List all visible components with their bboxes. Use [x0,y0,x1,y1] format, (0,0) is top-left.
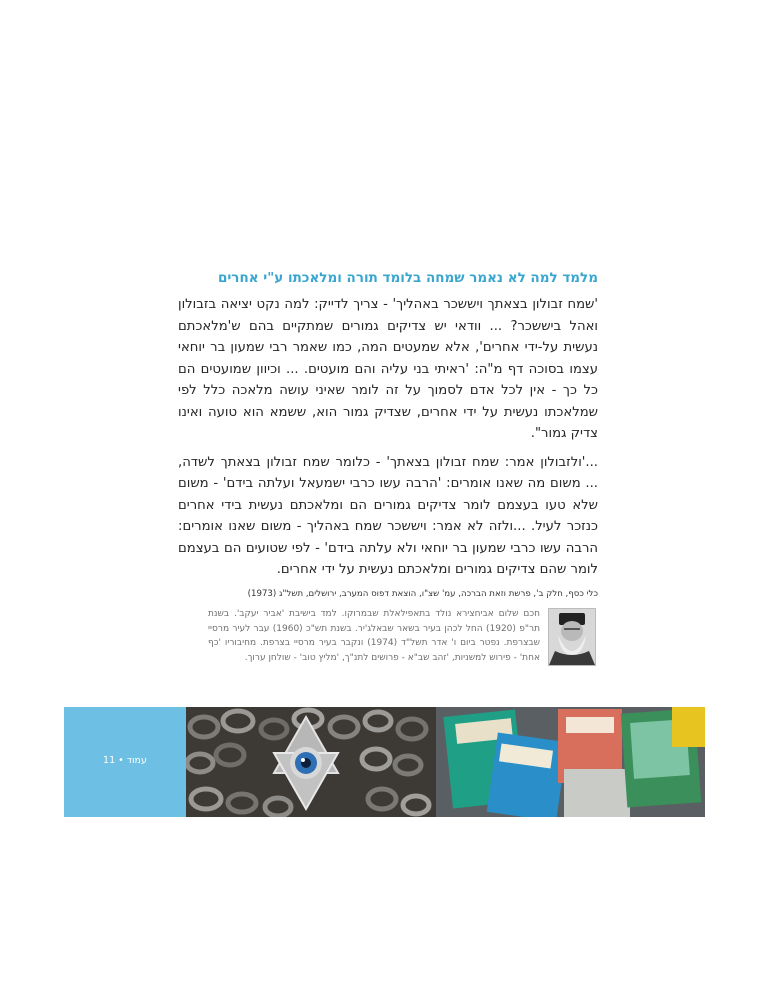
author-bio [208,607,596,667]
article-paragraph-1: 'שמח זבולון בצאתך ויששכר באהליך' - צריך לדייק: למה נקט יציאה בזבולון ואהל ביששכר? ... וודאי יש צדיקים גמורים שמתקיים בהם ש'מלאכתם נעשית על-ידי אחרים', אלא שמעטים המה, כמו שאמר רבי שמעון בר יוחאי עצמו בסוכה דף מ"ה: 'ראיתי בני עליה והם מועטים. ... וכיוון שמועטים הם כל כך - אין לכל אדם לסמוך על זה לומר שאיני עושה מלאכה כלל לפי שמלאכתו נעשית על ידי אחרים, שצדיק גמור הוא, ששמא הוא טועה ואינו צדיק גמור". [178,297,598,441]
article-paragraph-2: ...'ולזבולון אמר: שמח זבולון בצאתך' - כלומר שמח זבולון בצאתך לשדה, ... משום מה שאנו אומרים: 'הרבה עשו כרבי ישמעאל ועלתה בידם' - משום שלא טעו בעצמם לומר צדיקים גמורים הם ומלאכתם נעשית בידי אחרים כנזכר לעיל. ...ולזה לא אמר: ויששכר שמח באהליך - משום שאנו אומרים: הרבה עשו כרבי שמעון בר יוחאי ולא עלתה בידם' - לפי שטועים הם בעצמם לומר שהם צדיקים גמורים ומלאכתם נעשית על ידי אחרים. [178,454,598,577]
bottom-band [64,707,705,817]
page-number: עמוד • 11 [103,755,147,766]
market-photo [186,707,705,817]
portrait-image-icon [549,609,595,665]
book-stack [443,707,705,817]
article [178,268,598,601]
article-title: מלמד למה לא נאמר שמחה בלומד תורה ומלאכתו ע"י אחרים [217,270,598,286]
author-portrait [548,608,596,666]
source-citation: כלי כסף, חלק ב', פרשת וזאת הברכה, עמ' שצ"ו, הוצאת דפוס המערב, ירושלים, תשל"ג (1973) [247,588,598,599]
bio-text: חכם שלום אביחצירא נולד בתאפילאלת שבמרוקו. למד בישיבת 'אביר יעקב'. בשנת תר"פ (1920) החל לכהן בעיר בשאר שבאלג'יר. בשנת תש"כ (1960) עבר לעיר מרסיי שבצרפת. נפטר ביום ו' אדר תשל"ד (1974) ונקבר בעיר מרסיי בצרפת. מחיבוריו 'כף אחת' - פירוש למשניות, 'זהב שב"א - פרושים לתנ"ך, 'מליץ טוב' - שולחן ערוך. [208,609,541,663]
